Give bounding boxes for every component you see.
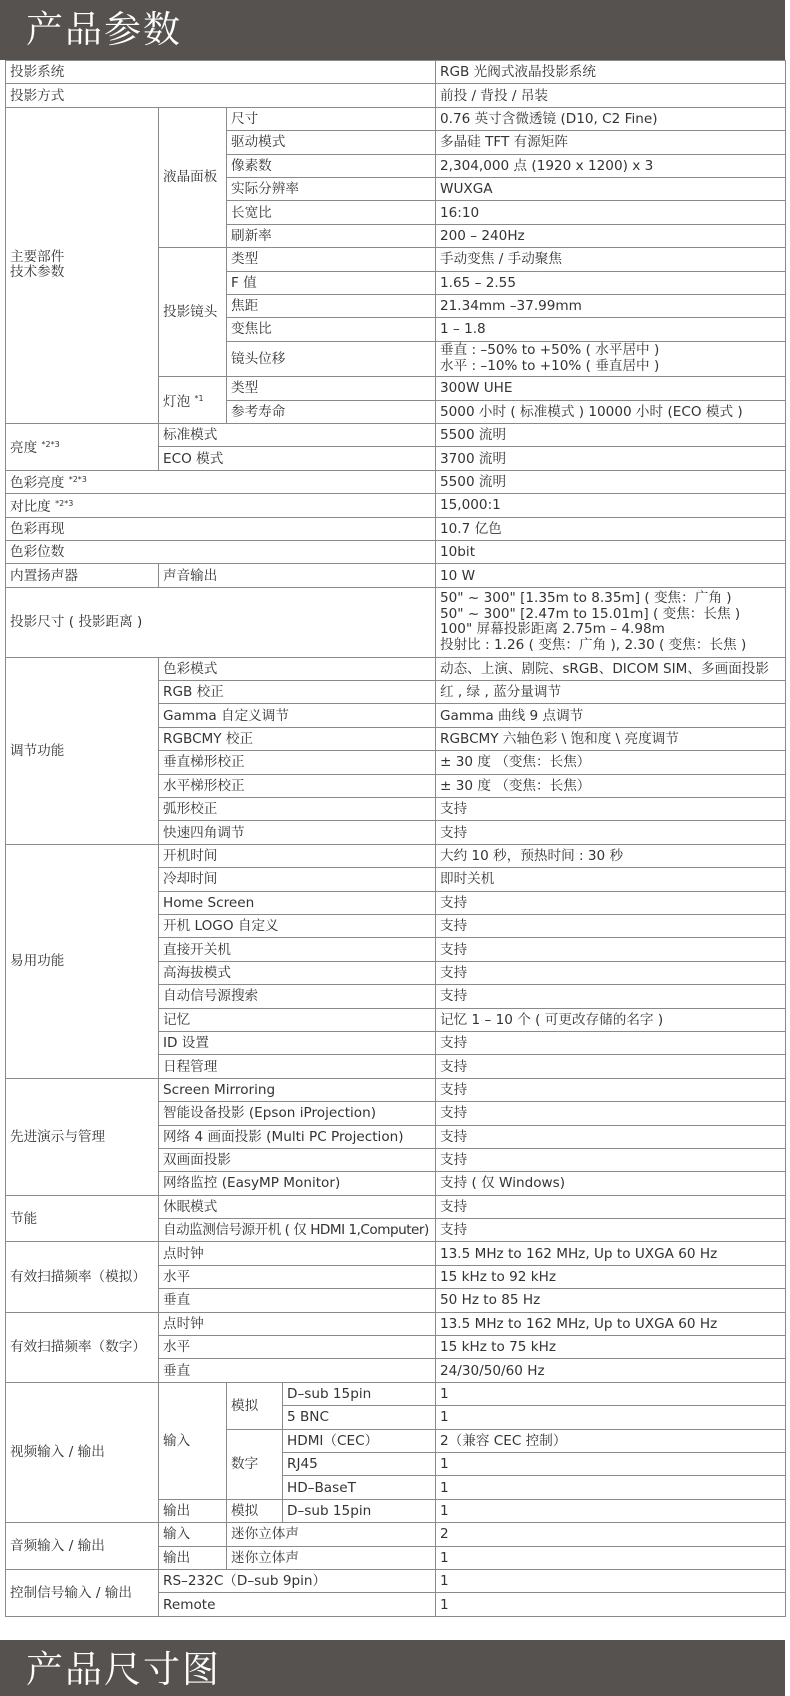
row-value: 即时关机 (436, 868, 786, 891)
group-label (6, 423, 159, 470)
row-label: 尺寸 (227, 107, 436, 130)
row-value: 10.7 亿色 (436, 517, 786, 540)
row-label-text: 色彩亮度 (10, 475, 65, 492)
row-label: ID 设置 (159, 1031, 436, 1054)
row-label: 焦距 (227, 294, 436, 317)
subgroup-label: 输入 (159, 1382, 227, 1499)
row-label: 刷新率 (227, 224, 436, 247)
row-value: 10 W (436, 564, 786, 587)
table-row (6, 1569, 786, 1592)
row-value: 0.76 英寸含微透镜 (D10, C2 Fine) (436, 107, 786, 130)
row-label: 快速四角调节 (159, 821, 436, 844)
row-value: 1 (436, 1382, 786, 1405)
row-label (6, 494, 436, 517)
row-label: ECO 模式 (159, 447, 436, 470)
row-label: 自动信号源搜索 (159, 985, 436, 1008)
row-label: 双画面投影 (159, 1148, 436, 1171)
row-label: 色彩位数 (6, 540, 436, 563)
row-value: 200 – 240Hz (436, 224, 786, 247)
row-label: 智能设备投影 (Epson iProjection) (159, 1102, 436, 1125)
row-label: 冷却时间 (159, 868, 436, 891)
subgroup2-label: 模拟 (227, 1499, 283, 1522)
table-row (6, 107, 786, 130)
group-label: 有效扫描频率（模拟） (6, 1242, 159, 1312)
subgroup-label: 输入 (159, 1523, 227, 1546)
row-value: 支持 (436, 1195, 786, 1218)
row-value: 支持 (436, 1055, 786, 1078)
row-value: 1.65 – 2.55 (436, 271, 786, 294)
table-row (6, 1242, 786, 1265)
row-value: 支持 ( 仅 Windows) (436, 1172, 786, 1195)
row-value: 15 kHz to 92 kHz (436, 1265, 786, 1288)
row-value: 垂直 : –50% to +50% ( 水平居中 ) 水平 : –10% to +10% ( 垂直居中 ) (436, 341, 786, 377)
row-label: D–sub 15pin (283, 1499, 436, 1522)
row-label: RGB 校正 (159, 681, 436, 704)
table-row (6, 657, 786, 680)
row-value: 支持 (436, 938, 786, 961)
row-label: RS–232C（D–sub 9pin） (159, 1569, 436, 1592)
row-label: 实际分辨率 (227, 177, 436, 200)
row-label: D–sub 15pin (283, 1382, 436, 1405)
row-value: 15,000:1 (436, 494, 786, 517)
row-value: 红 , 绿 , 蓝分量调节 (436, 681, 786, 704)
row-value: 2,304,000 点 (1920 x 1200) x 3 (436, 154, 786, 177)
row-value: 5500 流明 (436, 423, 786, 446)
row-value: 3700 流明 (436, 447, 786, 470)
row-value: 300W UHE (436, 377, 786, 400)
section-title-dimensions: 产品尺寸图 (26, 1648, 221, 1691)
row-value: 24/30/50/60 Hz (436, 1359, 786, 1382)
row-label: 网络监控 (EasyMP Monitor) (159, 1172, 436, 1195)
row-label: RJ45 (283, 1452, 436, 1475)
subgroup-label: 输出 (159, 1546, 227, 1569)
row-label: 点时钟 (159, 1312, 436, 1335)
table-row (6, 564, 786, 587)
table-row (6, 844, 786, 867)
row-label: 驱动模式 (227, 131, 436, 154)
group-label: 内置扬声器 (6, 564, 159, 587)
row-label: 休眠模式 (159, 1195, 436, 1218)
row-value: RGB 光阀式液晶投影系统 (436, 61, 786, 84)
row-label: 投影尺寸 ( 投影距离 ) (6, 587, 436, 657)
row-label: 自动监测信号源开机 ( 仅 HDMI 1,Computer) (159, 1219, 436, 1242)
row-label: 变焦比 (227, 318, 436, 341)
group-label: 有效扫描频率（数字） (6, 1312, 159, 1382)
row-value: 50" ~ 300" [1.35m to 8.35m] ( 变焦：广角 ) 50" ~ 300" [2.47m to 15.01m] ( 变焦：长焦 ) 100" 屏幕投影距离 2.75m – 4.98m 投射比 : 1.26 ( 变焦：广角 ), 2.30 ( 变焦：长焦 ) (436, 587, 786, 657)
group-label: 视频输入 / 输出 (6, 1382, 159, 1522)
group-label: 音频输入 / 输出 (6, 1523, 159, 1570)
row-value: 13.5 MHz to 162 MHz, Up to UXGA 60 Hz (436, 1312, 786, 1335)
row-label: 投影方式 (6, 84, 436, 107)
row-value: 支持 (436, 891, 786, 914)
row-label: HDMI（CEC） (283, 1429, 436, 1452)
row-value: 1 (436, 1406, 786, 1429)
row-value: 10bit (436, 540, 786, 563)
table-row (6, 423, 786, 446)
row-label: 迷你立体声 (227, 1546, 436, 1569)
row-label: 高海拔模式 (159, 961, 436, 984)
row-value: RGBCMY 六轴色彩 \ 饱和度 \ 亮度调节 (436, 727, 786, 750)
row-value: 2（兼容 CEC 控制） (436, 1429, 786, 1452)
row-value: 大约 10 秒，预热时间 : 30 秒 (436, 844, 786, 867)
footnote-mark: *1 (194, 393, 204, 403)
row-label: 色彩再现 (6, 517, 436, 540)
row-label: 水平梯形校正 (159, 774, 436, 797)
group-label: 易用功能 (6, 844, 159, 1078)
row-label: 记忆 (159, 1008, 436, 1031)
row-label: 迷你立体声 (227, 1523, 436, 1546)
table-row (6, 540, 786, 563)
subgroup2-label: 模拟 (227, 1382, 283, 1429)
row-value: 支持 (436, 1148, 786, 1171)
row-label: 类型 (227, 377, 436, 400)
row-label: 网络 4 画面投影 (Multi PC Projection) (159, 1125, 436, 1148)
row-value: 15 kHz to 75 kHz (436, 1336, 786, 1359)
table-row (6, 1312, 786, 1335)
row-label: HD–BaseT (283, 1476, 436, 1499)
row-label: 类型 (227, 248, 436, 271)
row-value: 前投 / 背投 / 吊装 (436, 84, 786, 107)
group-label: 先进演示与管理 (6, 1078, 159, 1195)
row-label: 投影系统 (6, 61, 436, 84)
table-row (6, 517, 786, 540)
row-value: WUXGA (436, 177, 786, 200)
row-label: 参考寿命 (227, 400, 436, 423)
table-row (6, 470, 786, 493)
table-row (6, 1523, 786, 1546)
row-value: ± 30 度 （变焦：长焦） (436, 751, 786, 774)
row-label: 直接开关机 (159, 938, 436, 961)
group-label: 控制信号输入 / 输出 (6, 1569, 159, 1616)
row-value: 手动变焦 / 手动聚焦 (436, 248, 786, 271)
row-label: 5 BNC (283, 1406, 436, 1429)
group-text: 亮度 (10, 440, 38, 457)
row-label: 垂直 (159, 1289, 436, 1312)
row-label (6, 470, 436, 493)
row-label: 开机 LOGO 自定义 (159, 915, 436, 938)
row-label: 点时钟 (159, 1242, 436, 1265)
row-value: 支持 (436, 985, 786, 1008)
footnote-mark: *2*3 (68, 475, 87, 485)
row-label: 水平 (159, 1336, 436, 1359)
row-value: 1 (436, 1452, 786, 1475)
row-label: 镜头位移 (227, 341, 436, 377)
row-value: 支持 (436, 1219, 786, 1242)
row-label: Remote (159, 1593, 436, 1616)
row-value: 2 (436, 1523, 786, 1546)
row-value: 13.5 MHz to 162 MHz, Up to UXGA 60 Hz (436, 1242, 786, 1265)
subgroup-label: 投影镜头 (159, 248, 227, 377)
row-label: 垂直 (159, 1359, 436, 1382)
row-label: 垂直梯形校正 (159, 751, 436, 774)
row-label: 开机时间 (159, 844, 436, 867)
subgroup-label (159, 377, 227, 424)
row-label: RGBCMY 校正 (159, 727, 436, 750)
row-value: 支持 (436, 1125, 786, 1148)
row-label: Gamma 自定义调节 (159, 704, 436, 727)
table-row (6, 494, 786, 517)
section-banner-dimensions (0, 1640, 785, 1696)
row-value: 记忆 1 – 10 个 ( 可更改存储的名字 ) (436, 1008, 786, 1031)
group-label: 调节功能 (6, 657, 159, 844)
row-value: 1 (436, 1476, 786, 1499)
subgroup-text: 灯泡 (163, 393, 191, 410)
row-label: Home Screen (159, 891, 436, 914)
row-value: 支持 (436, 915, 786, 938)
row-value: 16:10 (436, 201, 786, 224)
row-value: 1 (436, 1593, 786, 1616)
table-row (6, 1382, 786, 1405)
row-label: 日程管理 (159, 1055, 436, 1078)
row-value: 支持 (436, 1078, 786, 1101)
row-label: 长宽比 (227, 201, 436, 224)
row-value: 支持 (436, 961, 786, 984)
row-label: 色彩模式 (159, 657, 436, 680)
spec-table (5, 60, 786, 1617)
section-title-params: 产品参数 (26, 8, 182, 51)
row-label: F 值 (227, 271, 436, 294)
row-label: 弧形校正 (159, 798, 436, 821)
section-banner-params (0, 0, 785, 60)
row-value: ± 30 度 （变焦：长焦） (436, 774, 786, 797)
subgroup-label: 输出 (159, 1499, 227, 1522)
row-value: 21.34mm –37.99mm (436, 294, 786, 317)
table-row (6, 61, 786, 84)
row-value: 5500 流明 (436, 470, 786, 493)
footnote-mark: *2*3 (55, 498, 74, 508)
row-value: 多晶硅 TFT 有源矩阵 (436, 131, 786, 154)
row-label: 声音输出 (159, 564, 436, 587)
row-value: 支持 (436, 798, 786, 821)
row-label-text: 对比度 (10, 498, 51, 515)
group-label: 节能 (6, 1195, 159, 1242)
row-value: 50 Hz to 85 Hz (436, 1289, 786, 1312)
row-value: 1 – 1.8 (436, 318, 786, 341)
row-value: 支持 (436, 821, 786, 844)
row-value: 1 (436, 1546, 786, 1569)
row-value: 支持 (436, 1102, 786, 1125)
table-row (6, 1078, 786, 1101)
table-row (6, 587, 786, 657)
row-label: Screen Mirroring (159, 1078, 436, 1101)
table-row (6, 1195, 786, 1218)
row-label: 像素数 (227, 154, 436, 177)
row-value: 5000 小时 ( 标准模式 ) 10000 小时 (ECO 模式 ) (436, 400, 786, 423)
row-value: Gamma 曲线 9 点调节 (436, 704, 786, 727)
table-row (6, 84, 786, 107)
row-value: 动态、上演、剧院、sRGB、DICOM SIM、多画面投影 (436, 657, 786, 680)
row-label: 标准模式 (159, 423, 436, 446)
group-label: 主要部件 技术参数 (6, 107, 159, 423)
row-value: 1 (436, 1499, 786, 1522)
subgroup-label: 液晶面板 (159, 107, 227, 247)
row-value: 1 (436, 1569, 786, 1592)
footnote-mark: *2*3 (41, 440, 60, 450)
row-label: 水平 (159, 1265, 436, 1288)
subgroup2-label: 数字 (227, 1429, 283, 1499)
row-value: 支持 (436, 1031, 786, 1054)
